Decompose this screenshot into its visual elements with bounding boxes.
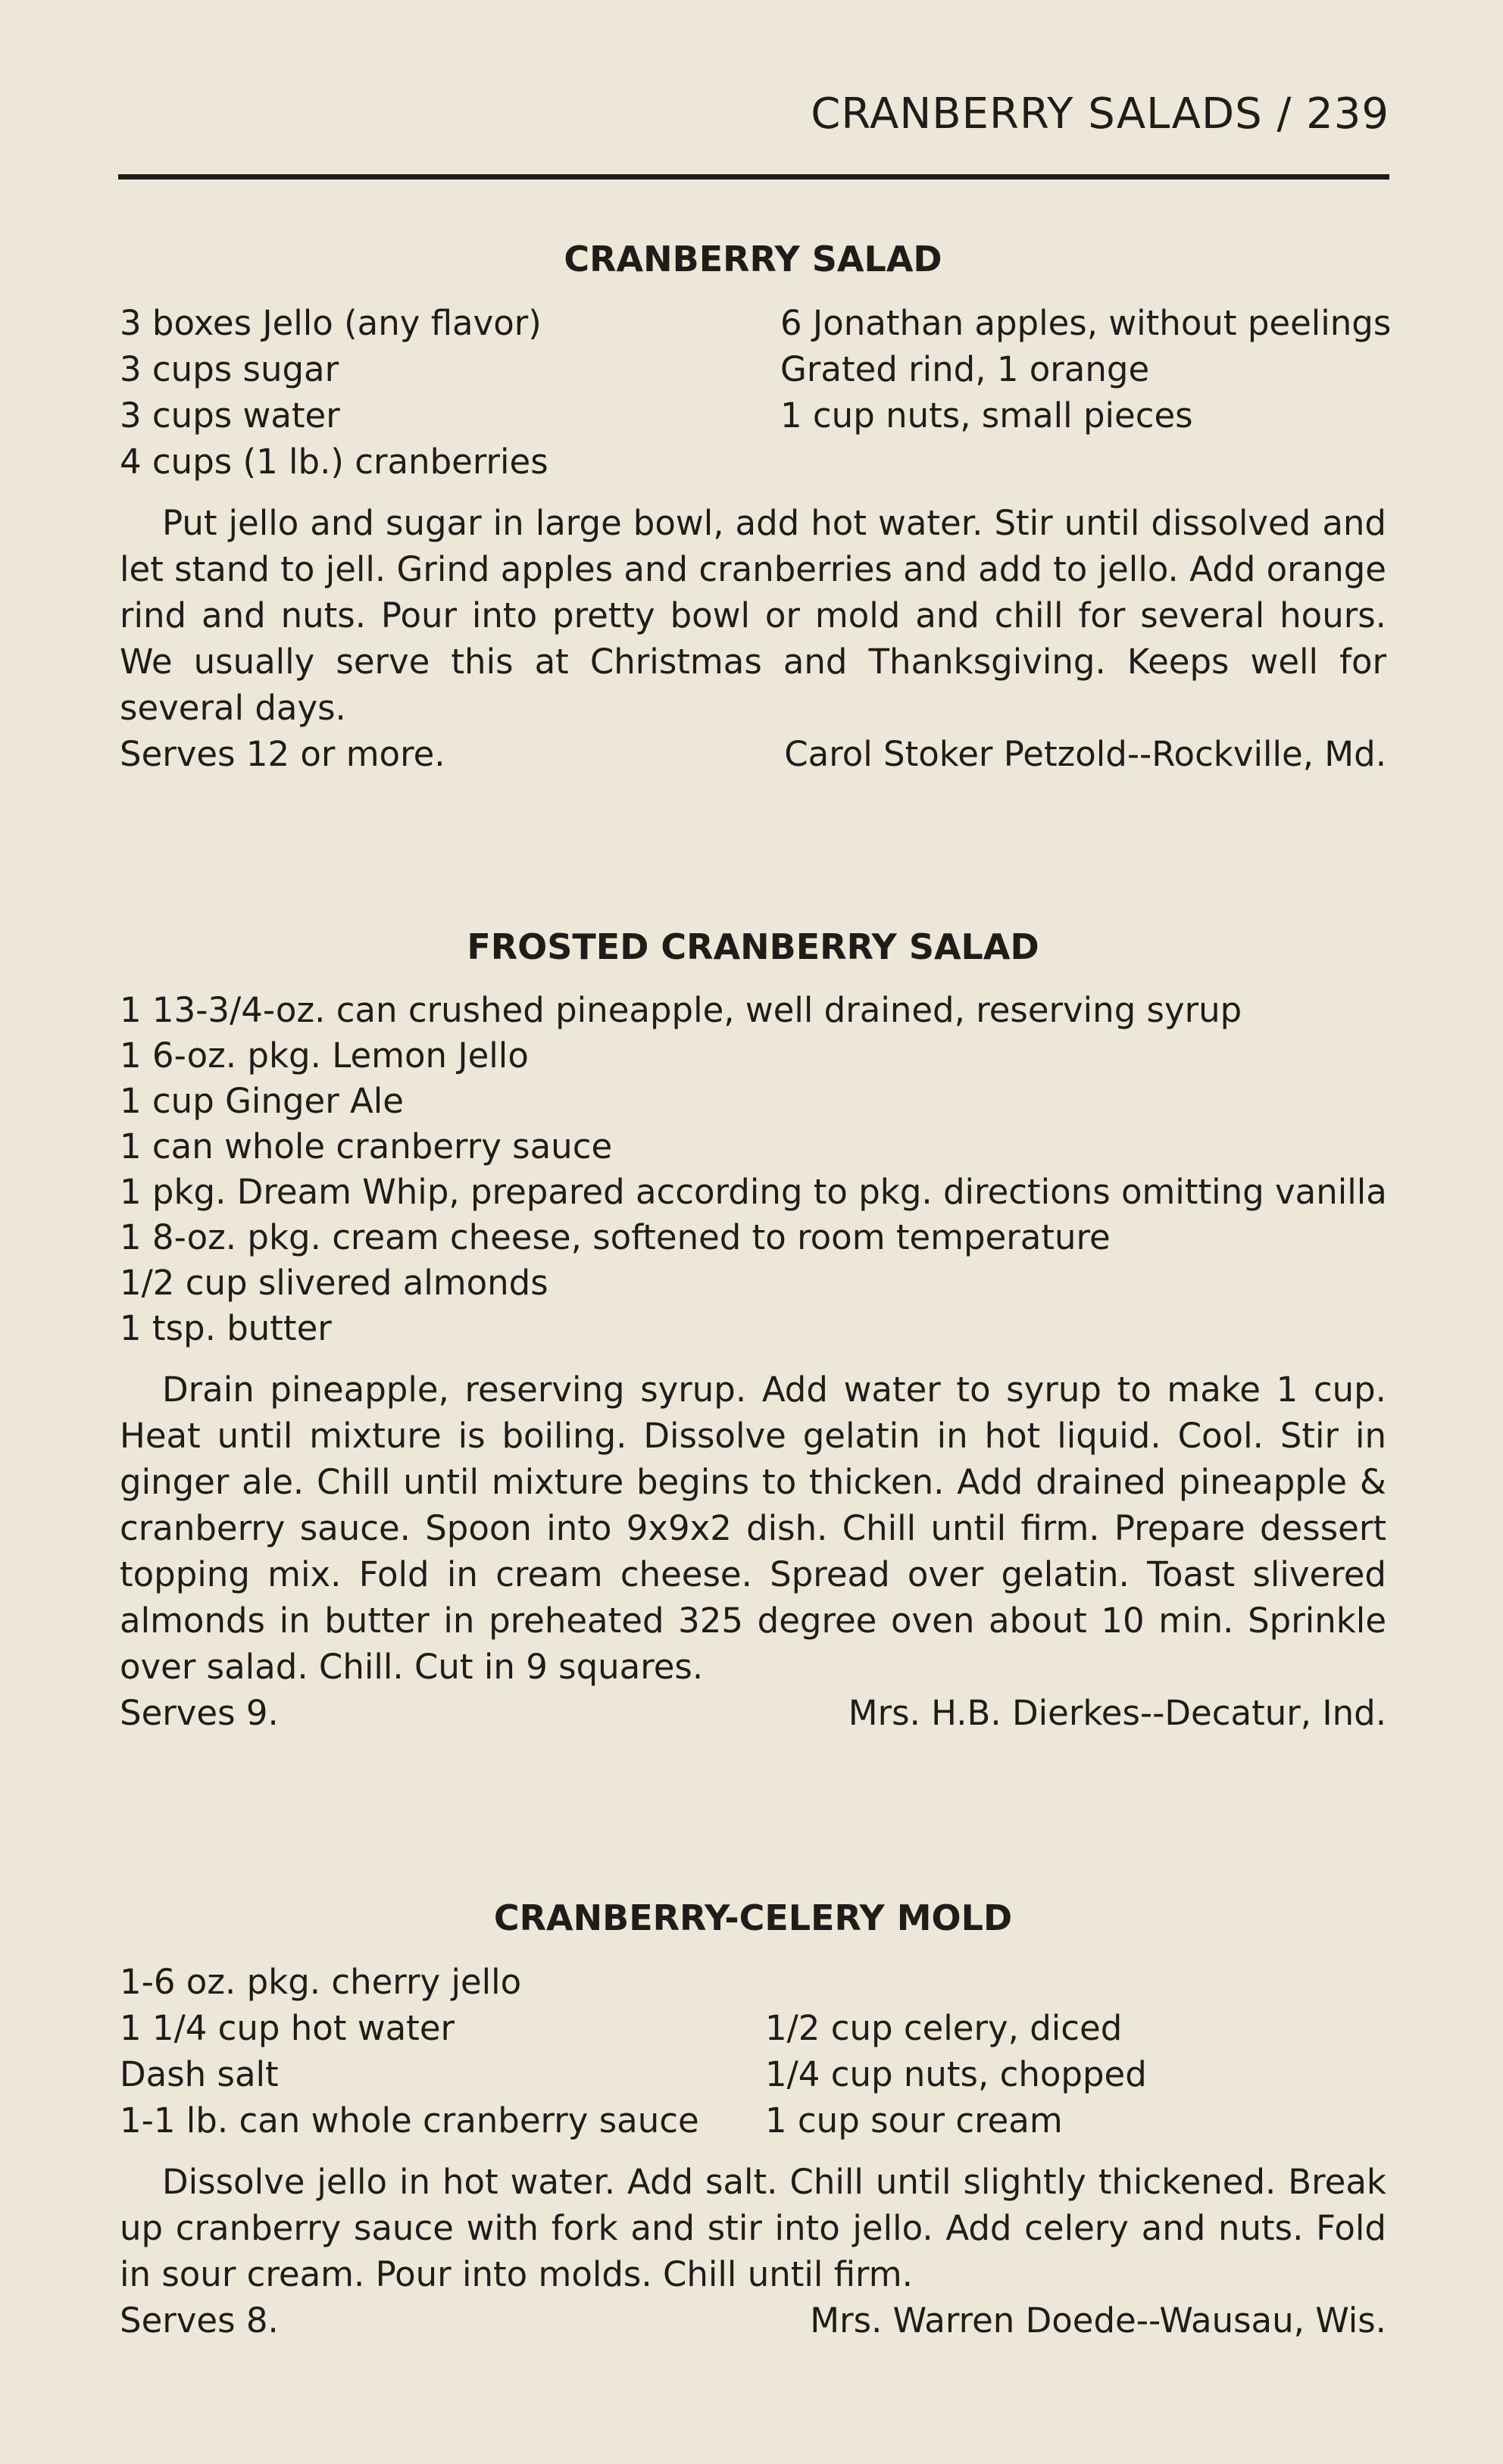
ingredient: 4 cups (1 lb.) cranberries [120,442,548,482]
ingredients-left [120,300,548,485]
ingredient: 1 cup sour cream [765,2100,1063,2141]
ingredient: 1 8-oz. pkg. cream cheese, softened to room temperature [120,1217,1111,1257]
ingredient: 1 tsp. butter [120,1308,332,1348]
recipe-directions: Dissolve jello in hot water. Add salt. Chill until slightly thickened. Break up cranberry sauce with fork and stir into jello. Add celery and nuts. Fold in sour cream. Pour into molds. Chill until firm. [120,2162,1386,2294]
ingredient: 3 boxes Jello (any flavor) [120,303,542,343]
header-rule [118,174,1389,180]
serves-text: Serves 8. [120,2300,279,2341]
ingredient: 3 cups sugar [120,349,339,389]
serves-text: Serves 12 or more. [120,734,445,774]
ingredient: Grated rind, 1 orange [780,349,1150,389]
recipe-title: CRANBERRY-CELERY MOLD [493,1897,1013,1938]
ingredient: 1 can whole cranberry sauce [120,1126,613,1166]
ingredients-right [765,1959,1386,2144]
recipe-cranberry-celery-mold [120,1894,1386,2344]
author-credit: Carol Stoker Petzold--Rockville, Md. [784,734,1386,774]
recipe-title: FROSTED CRANBERRY SALAD [467,926,1039,967]
ingredient: 1/2 cup celery, diced [765,2008,1123,2048]
recipe-directions: Drain pineapple, reserving syrup. Add water to syrup to make 1 cup. Heat until mixture is boiling. Dissolve gelatin in hot liquid. Cool. Stir in ginger ale. Chill until mixture begins to thicken. Add drained pineapple & cranberry sauce. Spoon into 9x9x2 dish. Chill until firm. Prepare dessert topping mix. Fold in cream cheese. Spread over gelatin. Toast slivered almonds in butter in preheated 325 degree oven about 10 min. Sprinkle over salad. Chill. Cut in 9 squares. [120,1369,1386,1687]
recipe-footer [120,2297,1386,2344]
ingredient-columns [120,300,1392,485]
author-credit: Mrs. H.B. Dierkes--Decatur, Ind. [848,1693,1386,1733]
ingredient: 1/2 cup slivered almonds [120,1263,548,1303]
ingredient: 1/4 cup nuts, chopped [765,2054,1147,2094]
recipe-frosted-cranberry-salad [120,923,1386,1736]
ingredient: 1 1/4 cup hot water [120,2008,455,2048]
recipe-title: CRANBERRY SALAD [564,239,942,280]
ingredients-left [120,1959,726,2144]
ingredient: 1 pkg. Dream Whip, prepared according to pkg. directions omitting vanilla [120,1172,1387,1212]
ingredient: 1 13-3/4-oz. can crushed pineapple, well drained, reserving syrup [120,990,1242,1030]
ingredients-list [120,988,1386,1351]
ingredient: Dash salt [120,2054,279,2094]
ingredient: 1-1 lb. can whole cranberry sauce [120,2100,699,2141]
recipe-footer [120,1690,1386,1736]
ingredients-right [780,300,1392,485]
ingredient: 6 Jonathan apples, without peelings [780,303,1392,343]
ingredient: 3 cups water [120,395,340,436]
serves-text: Serves 9. [120,1693,279,1733]
ingredient: 1 cup Ginger Ale [120,1081,404,1121]
author-credit: Mrs. Warren Doede--Wausau, Wis. [810,2300,1386,2341]
recipe-directions: Put jello and sugar in large bowl, add hot water. Stir until dissolved and let stand to jell. Grind apples and cranberries and add to jello. Add orange rind and nuts. Pour into pretty bowl or mold and chill for several hours. We usually serve this at Christmas and Thanksgiving. Keeps well for several days. [120,503,1386,728]
ingredient: 1-6 oz. pkg. cherry jello [120,1962,522,2002]
ingredient: 1 6-oz. pkg. Lemon Jello [120,1035,529,1076]
recipe-cranberry-salad [120,235,1392,777]
ingredient-columns [120,1959,1386,2144]
ingredient: 1 cup nuts, small pieces [780,395,1193,436]
page-header: CRANBERRY SALADS / 239 [811,89,1389,139]
recipe-footer [120,731,1386,777]
